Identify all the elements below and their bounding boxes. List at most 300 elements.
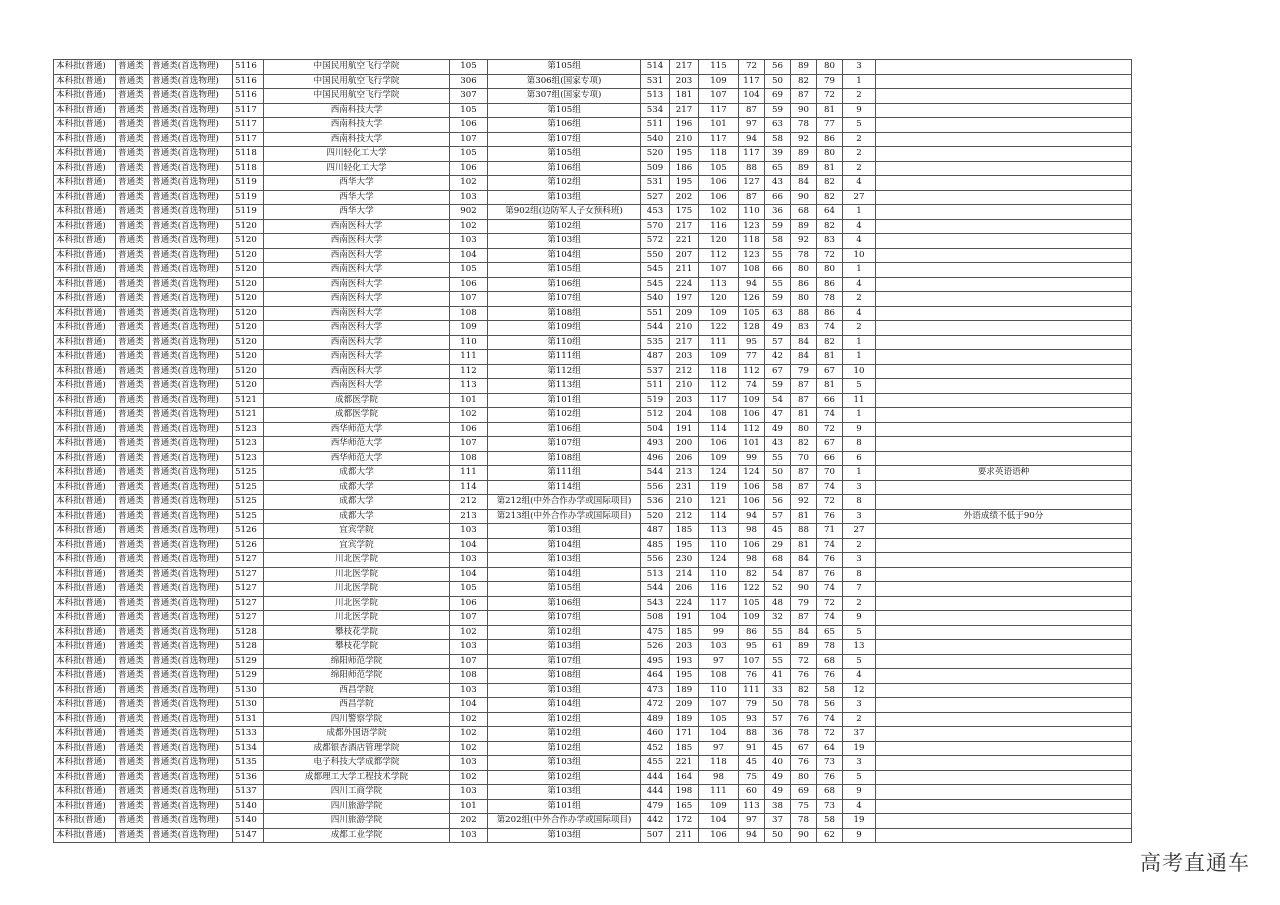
cell-school-name: 西华大学: [264, 205, 450, 220]
table-row: [54, 698, 1132, 713]
cell-total-score: 550: [641, 248, 670, 263]
cell-chinese: 118: [699, 364, 739, 379]
cell-chinese-math: 211: [670, 828, 699, 843]
cell-chinese: 124: [699, 553, 739, 568]
cell-chinese-math: 203: [670, 640, 699, 655]
cell-subject-type: 普通类(首选物理): [150, 741, 233, 756]
cell-school-code: 5121: [233, 393, 264, 408]
cell-top-subject: 86: [817, 132, 843, 147]
cell-batch: 本科批(普通): [54, 437, 116, 452]
cell-foreign-language: 59: [765, 219, 791, 234]
cell-batch: 本科批(普通): [54, 89, 116, 104]
cell-school-code: 5127: [233, 596, 264, 611]
cell-top-subject: 64: [817, 741, 843, 756]
cell-batch: 本科批(普通): [54, 756, 116, 771]
cell-rank: 1: [843, 335, 876, 350]
cell-top-subject: 76: [817, 567, 843, 582]
table-row: [54, 147, 1132, 162]
cell-total-score: 453: [641, 205, 670, 220]
cell-top-subject: 81: [817, 161, 843, 176]
cell-group-name: 第106组: [488, 422, 641, 437]
cell-top-subject: 74: [817, 582, 843, 597]
cell-group-name: 第114组: [488, 480, 641, 495]
cell-chinese: 111: [699, 785, 739, 800]
cell-top-subject: 86: [817, 277, 843, 292]
cell-group-name: 第103组: [488, 234, 641, 249]
cell-total-score: 507: [641, 828, 670, 843]
cell-group-name: 第105组: [488, 147, 641, 162]
cell-math: 108: [739, 263, 765, 278]
cell-chinese: 99: [699, 625, 739, 640]
cell-foreign-language: 66: [765, 263, 791, 278]
cell-physics: 88: [791, 306, 817, 321]
cell-rank: 10: [843, 364, 876, 379]
cell-group-code: 108: [450, 669, 488, 684]
cell-physics: 78: [791, 698, 817, 713]
cell-school-code: 5116: [233, 74, 264, 89]
cell-group-name: 第202组(中外合作办学或国际项目): [488, 814, 641, 829]
table-row: [54, 466, 1132, 481]
cell-school-name: 西昌学院: [264, 698, 450, 713]
cell-subject-type: 普通类(首选物理): [150, 567, 233, 582]
cell-subject-type: 普通类(首选物理): [150, 466, 233, 481]
cell-group-code: 108: [450, 451, 488, 466]
cell-school-name: 绵阳师范学院: [264, 654, 450, 669]
cell-math: 94: [739, 509, 765, 524]
cell-batch: 本科批(普通): [54, 509, 116, 524]
cell-chinese-math: 212: [670, 364, 699, 379]
cell-batch: 本科批(普通): [54, 567, 116, 582]
cell-rank: 4: [843, 277, 876, 292]
cell-math: 94: [739, 132, 765, 147]
cell-chinese-math: 195: [670, 147, 699, 162]
cell-foreign-language: 49: [765, 785, 791, 800]
cell-batch: 本科批(普通): [54, 495, 116, 510]
cell-group-name: 第102组: [488, 219, 641, 234]
cell-school-code: 5120: [233, 364, 264, 379]
cell-subject-type: 普通类(首选物理): [150, 683, 233, 698]
cell-remark: [876, 176, 1132, 191]
cell-math: 109: [739, 611, 765, 626]
cell-foreign-language: 49: [765, 770, 791, 785]
cell-total-score: 544: [641, 582, 670, 597]
cell-category: 普通类: [116, 451, 150, 466]
cell-rank: 3: [843, 509, 876, 524]
cell-math: 76: [739, 669, 765, 684]
cell-chinese: 122: [699, 321, 739, 336]
cell-school-code: 5117: [233, 118, 264, 133]
cell-group-name: 第307组(国家专项): [488, 89, 641, 104]
cell-batch: 本科批(普通): [54, 393, 116, 408]
cell-rank: 1: [843, 408, 876, 423]
table-row: [54, 176, 1132, 191]
cell-school-code: 5123: [233, 451, 264, 466]
table-row: [54, 509, 1132, 524]
cell-rank: 4: [843, 219, 876, 234]
cell-group-name: 第109组: [488, 321, 641, 336]
cell-foreign-language: 57: [765, 509, 791, 524]
cell-foreign-language: 63: [765, 306, 791, 321]
cell-math: 74: [739, 379, 765, 394]
cell-chinese-math: 197: [670, 292, 699, 307]
cell-subject-type: 普通类(首选物理): [150, 118, 233, 133]
cell-rank: 7: [843, 582, 876, 597]
cell-foreign-language: 55: [765, 277, 791, 292]
cell-group-code: 107: [450, 654, 488, 669]
cell-group-code: 101: [450, 393, 488, 408]
cell-remark: [876, 683, 1132, 698]
cell-school-name: 成都银杏酒店管理学院: [264, 741, 450, 756]
cell-category: 普通类: [116, 132, 150, 147]
cell-school-code: 5120: [233, 277, 264, 292]
cell-category: 普通类: [116, 654, 150, 669]
cell-remark: [876, 553, 1132, 568]
table-row: [54, 480, 1132, 495]
cell-rank: 3: [843, 60, 876, 75]
cell-category: 普通类: [116, 495, 150, 510]
cell-group-name: 第902组(边防军人子女预科班): [488, 205, 641, 220]
cell-group-code: 102: [450, 408, 488, 423]
table-row: [54, 248, 1132, 263]
cell-school-code: 5120: [233, 306, 264, 321]
cell-rank: 13: [843, 640, 876, 655]
cell-chinese: 108: [699, 669, 739, 684]
cell-rank: 10: [843, 248, 876, 263]
cell-total-score: 487: [641, 524, 670, 539]
cell-remark: [876, 596, 1132, 611]
cell-batch: 本科批(普通): [54, 466, 116, 481]
cell-school-name: 西南医科大学: [264, 321, 450, 336]
cell-category: 普通类: [116, 596, 150, 611]
cell-remark: [876, 335, 1132, 350]
cell-total-score: 512: [641, 408, 670, 423]
cell-group-name: 第103组: [488, 683, 641, 698]
cell-group-name: 第101组: [488, 393, 641, 408]
cell-group-code: 111: [450, 350, 488, 365]
cell-batch: 本科批(普通): [54, 596, 116, 611]
cell-chinese-math: 204: [670, 408, 699, 423]
cell-total-score: 452: [641, 741, 670, 756]
cell-school-code: 5123: [233, 437, 264, 452]
cell-foreign-language: 65: [765, 161, 791, 176]
cell-batch: 本科批(普通): [54, 263, 116, 278]
cell-remark: [876, 379, 1132, 394]
cell-remark: [876, 625, 1132, 640]
cell-physics: 79: [791, 596, 817, 611]
cell-total-score: 444: [641, 785, 670, 800]
cell-batch: 本科批(普通): [54, 625, 116, 640]
cell-category: 普通类: [116, 176, 150, 191]
cell-remark: [876, 132, 1132, 147]
cell-school-name: 西华大学: [264, 176, 450, 191]
cell-category: 普通类: [116, 727, 150, 742]
cell-group-code: 111: [450, 466, 488, 481]
cell-school-name: 宜宾学院: [264, 524, 450, 539]
cell-group-code: 106: [450, 118, 488, 133]
cell-remark: [876, 190, 1132, 205]
cell-batch: 本科批(普通): [54, 770, 116, 785]
cell-foreign-language: 54: [765, 393, 791, 408]
cell-chinese: 114: [699, 509, 739, 524]
cell-category: 普通类: [116, 364, 150, 379]
cell-school-code: 5127: [233, 567, 264, 582]
cell-math: 86: [739, 625, 765, 640]
cell-math: 88: [739, 161, 765, 176]
cell-top-subject: 73: [817, 756, 843, 771]
cell-group-code: 101: [450, 799, 488, 814]
cell-group-code: 104: [450, 567, 488, 582]
cell-school-name: 西南医科大学: [264, 379, 450, 394]
cell-group-code: 109: [450, 321, 488, 336]
cell-school-code: 5135: [233, 756, 264, 771]
cell-subject-type: 普通类(首选物理): [150, 625, 233, 640]
cell-top-subject: 62: [817, 828, 843, 843]
cell-remark: [876, 60, 1132, 75]
cell-group-code: 102: [450, 176, 488, 191]
cell-remark: [876, 306, 1132, 321]
cell-physics: 78: [791, 248, 817, 263]
cell-category: 普通类: [116, 219, 150, 234]
cell-physics: 67: [791, 741, 817, 756]
cell-foreign-language: 58: [765, 132, 791, 147]
cell-total-score: 472: [641, 698, 670, 713]
cell-total-score: 540: [641, 292, 670, 307]
cell-school-name: 成都外国语学院: [264, 727, 450, 742]
cell-chinese-math: 186: [670, 161, 699, 176]
cell-category: 普通类: [116, 712, 150, 727]
cell-group-name: 第102组: [488, 770, 641, 785]
cell-group-name: 第106组: [488, 161, 641, 176]
cell-chinese: 106: [699, 190, 739, 205]
cell-group-name: 第111组: [488, 466, 641, 481]
cell-rank: 11: [843, 393, 876, 408]
cell-physics: 87: [791, 393, 817, 408]
cell-top-subject: 80: [817, 263, 843, 278]
cell-group-name: 第103组: [488, 524, 641, 539]
cell-chinese-math: 164: [670, 770, 699, 785]
cell-subject-type: 普通类(首选物理): [150, 770, 233, 785]
cell-math: 105: [739, 306, 765, 321]
cell-foreign-language: 55: [765, 654, 791, 669]
cell-physics: 82: [791, 683, 817, 698]
cell-math: 122: [739, 582, 765, 597]
cell-top-subject: 66: [817, 393, 843, 408]
cell-math: 105: [739, 596, 765, 611]
cell-math: 91: [739, 741, 765, 756]
table-row: [54, 582, 1132, 597]
cell-total-score: 493: [641, 437, 670, 452]
cell-category: 普通类: [116, 234, 150, 249]
cell-school-code: 5129: [233, 654, 264, 669]
cell-subject-type: 普通类(首选物理): [150, 103, 233, 118]
cell-subject-type: 普通类(首选物理): [150, 350, 233, 365]
cell-chinese-math: 209: [670, 306, 699, 321]
cell-group-code: 110: [450, 335, 488, 350]
cell-subject-type: 普通类(首选物理): [150, 669, 233, 684]
cell-math: 117: [739, 74, 765, 89]
cell-remark: [876, 422, 1132, 437]
cell-rank: 9: [843, 828, 876, 843]
cell-remark: [876, 756, 1132, 771]
cell-chinese-math: 195: [670, 669, 699, 684]
cell-total-score: 444: [641, 770, 670, 785]
cell-batch: 本科批(普通): [54, 741, 116, 756]
table-row: [54, 756, 1132, 771]
cell-top-subject: 79: [817, 74, 843, 89]
cell-foreign-language: 55: [765, 451, 791, 466]
cell-subject-type: 普通类(首选物理): [150, 89, 233, 104]
cell-foreign-language: 57: [765, 335, 791, 350]
cell-total-score: 556: [641, 553, 670, 568]
cell-rank: 5: [843, 654, 876, 669]
table-row: [54, 60, 1132, 75]
cell-group-code: 102: [450, 625, 488, 640]
cell-subject-type: 普通类(首选物理): [150, 596, 233, 611]
cell-physics: 84: [791, 176, 817, 191]
cell-chinese-math: 195: [670, 538, 699, 553]
cell-batch: 本科批(普通): [54, 640, 116, 655]
cell-batch: 本科批(普通): [54, 335, 116, 350]
cell-remark: [876, 393, 1132, 408]
cell-category: 普通类: [116, 669, 150, 684]
cell-physics: 87: [791, 480, 817, 495]
cell-remark: [876, 147, 1132, 162]
cell-batch: 本科批(普通): [54, 683, 116, 698]
cell-remark: [876, 799, 1132, 814]
cell-chinese: 118: [699, 147, 739, 162]
cell-category: 普通类: [116, 161, 150, 176]
table-row: [54, 292, 1132, 307]
cell-chinese-math: 165: [670, 799, 699, 814]
cell-chinese: 98: [699, 770, 739, 785]
cell-chinese: 112: [699, 248, 739, 263]
cell-foreign-language: 57: [765, 712, 791, 727]
cell-school-name: 成都大学: [264, 466, 450, 481]
cell-group-name: 第105组: [488, 263, 641, 278]
cell-batch: 本科批(普通): [54, 277, 116, 292]
cell-foreign-language: 38: [765, 799, 791, 814]
cell-top-subject: 72: [817, 248, 843, 263]
cell-top-subject: 58: [817, 683, 843, 698]
cell-group-code: 902: [450, 205, 488, 220]
cell-chinese: 124: [699, 466, 739, 481]
cell-top-subject: 72: [817, 727, 843, 742]
cell-category: 普通类: [116, 828, 150, 843]
cell-school-name: 中国民用航空飞行学院: [264, 60, 450, 75]
cell-category: 普通类: [116, 741, 150, 756]
cell-chinese-math: 221: [670, 234, 699, 249]
cell-subject-type: 普通类(首选物理): [150, 277, 233, 292]
table-row: [54, 625, 1132, 640]
cell-total-score: 455: [641, 756, 670, 771]
cell-remark: 外语成绩不低于90分: [876, 509, 1132, 524]
cell-math: 75: [739, 770, 765, 785]
cell-rank: 1: [843, 350, 876, 365]
cell-batch: 本科批(普通): [54, 669, 116, 684]
cell-group-name: 第108组: [488, 669, 641, 684]
cell-school-name: 川北医学院: [264, 553, 450, 568]
cell-group-name: 第105组: [488, 582, 641, 597]
cell-group-name: 第306组(国家专项): [488, 74, 641, 89]
cell-chinese: 106: [699, 176, 739, 191]
cell-category: 普通类: [116, 756, 150, 771]
cell-top-subject: 81: [817, 379, 843, 394]
cell-math: 113: [739, 799, 765, 814]
cell-category: 普通类: [116, 524, 150, 539]
cell-school-code: 5137: [233, 785, 264, 800]
cell-category: 普通类: [116, 205, 150, 220]
cell-school-code: 5130: [233, 683, 264, 698]
cell-math: 112: [739, 364, 765, 379]
cell-category: 普通类: [116, 770, 150, 785]
cell-remark: [876, 654, 1132, 669]
cell-group-name: 第107组: [488, 437, 641, 452]
cell-school-name: 四川旅游学院: [264, 814, 450, 829]
cell-group-name: 第102组: [488, 741, 641, 756]
cell-foreign-language: 67: [765, 364, 791, 379]
cell-school-name: 西南科技大学: [264, 132, 450, 147]
cell-batch: 本科批(普通): [54, 785, 116, 800]
cell-rank: 1: [843, 466, 876, 481]
cell-group-name: 第104组: [488, 567, 641, 582]
cell-subject-type: 普通类(首选物理): [150, 364, 233, 379]
cell-total-score: 496: [641, 451, 670, 466]
cell-group-name: 第103组: [488, 785, 641, 800]
cell-top-subject: 58: [817, 814, 843, 829]
cell-subject-type: 普通类(首选物理): [150, 712, 233, 727]
cell-category: 普通类: [116, 553, 150, 568]
table-row: [54, 611, 1132, 626]
cell-remark: [876, 712, 1132, 727]
cell-foreign-language: 47: [765, 408, 791, 423]
cell-subject-type: 普通类(首选物理): [150, 582, 233, 597]
table-row: [54, 712, 1132, 727]
cell-batch: 本科批(普通): [54, 814, 116, 829]
cell-subject-type: 普通类(首选物理): [150, 495, 233, 510]
cell-foreign-language: 45: [765, 741, 791, 756]
table-row: [54, 451, 1132, 466]
cell-subject-type: 普通类(首选物理): [150, 785, 233, 800]
cell-rank: 19: [843, 741, 876, 756]
cell-top-subject: 72: [817, 495, 843, 510]
cell-chinese: 109: [699, 306, 739, 321]
table-row: [54, 74, 1132, 89]
cell-batch: 本科批(普通): [54, 60, 116, 75]
cell-school-code: 5133: [233, 727, 264, 742]
cell-school-name: 西南医科大学: [264, 306, 450, 321]
cell-top-subject: 68: [817, 785, 843, 800]
cell-math: 106: [739, 538, 765, 553]
cell-category: 普通类: [116, 799, 150, 814]
cell-group-code: 108: [450, 306, 488, 321]
cell-group-name: 第106组: [488, 596, 641, 611]
cell-physics: 84: [791, 350, 817, 365]
cell-group-code: 103: [450, 828, 488, 843]
cell-category: 普通类: [116, 480, 150, 495]
cell-total-score: 534: [641, 103, 670, 118]
cell-school-name: 成都工业学院: [264, 828, 450, 843]
cell-subject-type: 普通类(首选物理): [150, 814, 233, 829]
cell-remark: [876, 480, 1132, 495]
cell-subject-type: 普通类(首选物理): [150, 828, 233, 843]
cell-school-name: 四川轻化工大学: [264, 147, 450, 162]
table-row: [54, 408, 1132, 423]
cell-chinese-math: 214: [670, 567, 699, 582]
cell-total-score: 572: [641, 234, 670, 249]
cell-category: 普通类: [116, 814, 150, 829]
cell-rank: 1: [843, 74, 876, 89]
cell-chinese: 109: [699, 350, 739, 365]
